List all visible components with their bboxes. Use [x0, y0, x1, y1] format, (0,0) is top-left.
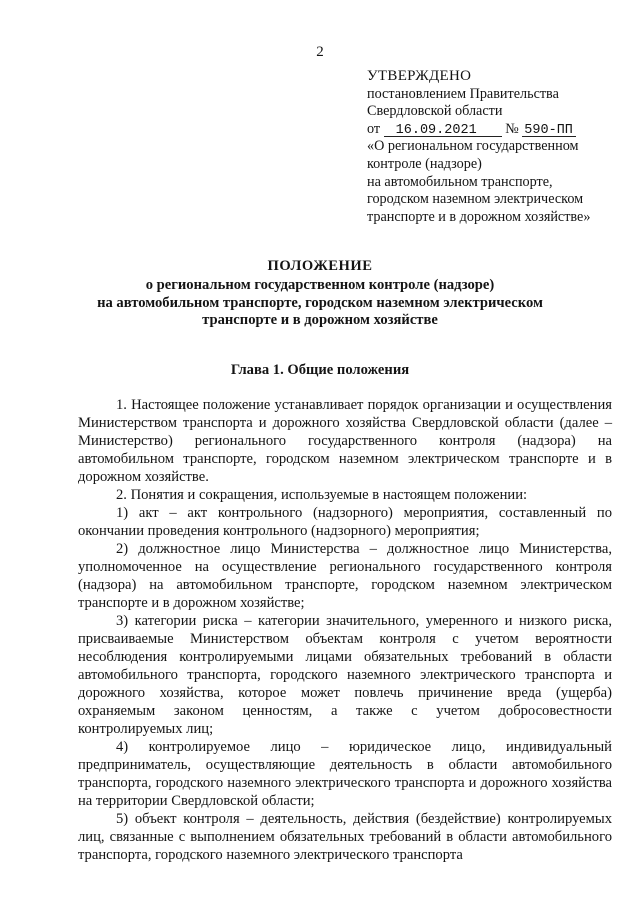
title-line-3: транспорте и в дорожном хозяйстве [202, 312, 438, 329]
title-line-2: на автомобильном транспорте, городском наземном электрическом [97, 294, 543, 311]
paragraph: 3) категории риска – категории значительного, умеренного и низкого риска, присваиваемые Министерством объектам контроля с учетом вероятности несоблюдения контролируемыми лицами обязательных требований в области автомобильного транспорта, городского наземного электрического транспорта и дорожного хозяйства, которое может повлечь причинение вреда (ущерба) охраняемым законом ценностям, а также с учетом добросовестности контролируемых лиц; [78, 613, 612, 737]
page-number: 2 [316, 44, 324, 60]
approval-title-line-5: транспорте и в дорожном хозяйстве» [367, 208, 591, 225]
number-field [522, 121, 576, 137]
number-value: 590-ПП [524, 122, 573, 138]
title-line-1: о региональном государственном контроле (надзоре) [145, 276, 495, 293]
approval-title-line-4: городском наземном электрическом [367, 191, 584, 208]
approval-title-line-1: «О региональном государственном [367, 138, 579, 155]
number-label: № [505, 120, 519, 137]
paragraph: 2) должностное лицо Министерства – должностное лицо Министерства, уполномоченное на осуществление регионального государственного контроля (надзора) на автомобильном транспорте, городском наземном электрическом транспорте и в дорожном хозяйстве; [78, 541, 612, 611]
approval-date-number-row [367, 121, 617, 139]
approved-heading: УТВЕРЖДЕНО [367, 68, 472, 84]
approval-title-line-2: контроле (надзоре) [367, 155, 482, 172]
approval-title-line-3: на автомобильном транспорте, [367, 173, 553, 190]
paragraph: 1. Настоящее положение устанавливает порядок организации и осуществления Министерством транспорта и дорожного хозяйства Свердловской области (далее – Министерство) регионального государственного контроля (надзора) на автомобильном транспорте, городском наземном электрическом транспорте и в дорожном хозяйстве. [78, 397, 612, 485]
date-field [384, 121, 502, 137]
from-label: от [367, 120, 381, 137]
document-body [78, 396, 612, 864]
approval-stamp [367, 68, 617, 226]
document-title [0, 258, 640, 330]
paragraph: 4) контролируемое лицо – юридическое лицо, индивидуальный предприниматель, осуществляющие деятельность в области автомобильного транспорта, городского наземного электрического транспорта и дорожного хозяйства на территории Свердловской области; [78, 739, 612, 809]
chapter-heading: Глава 1. Общие положения [230, 362, 410, 378]
paragraph: 5) объект контроля – деятельность, действия (бездействие) контролируемых лиц, связанные с выполнением обязательных требований в области автомобильного транспорта, городского наземного электрического транспорта [78, 811, 612, 863]
date-value: 16.09.2021 [395, 122, 477, 138]
approval-line-1: постановлением Правительства [367, 85, 559, 102]
approval-line-2: Свердловской области [367, 103, 503, 120]
title-main: ПОЛОЖЕНИЕ [267, 258, 373, 274]
paragraph: 2. Понятия и сокращения, используемые в настоящем положении: [116, 487, 528, 503]
paragraph: 1) акт – акт контрольного (надзорного) мероприятия, составленный по окончании проведения контрольного (надзорного) мероприятия; [78, 505, 612, 539]
